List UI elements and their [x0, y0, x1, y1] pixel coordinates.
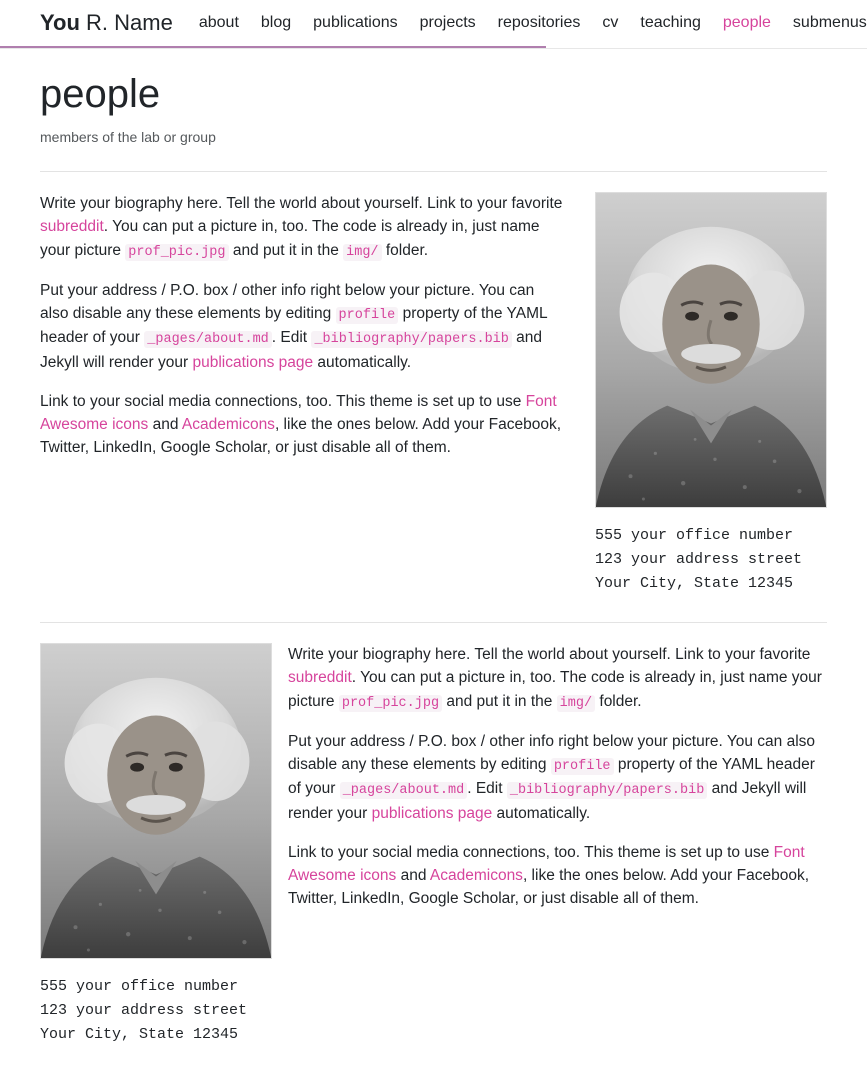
bio-paragraph-1-bottom — [288, 643, 827, 714]
nav-item-publications[interactable]: publications — [313, 14, 398, 31]
bio-p3-part2: and — [148, 416, 182, 433]
address-line-1: 555 your office number — [595, 527, 794, 544]
address-line-3-bottom: Your City, State 12345 — [40, 1026, 239, 1043]
code-papers-bib: _bibliography/papers.bib — [311, 331, 511, 348]
link-publications-page[interactable]: publications page — [192, 353, 314, 371]
bio-p2-part1: Put your address / P.O. box / other info right below your picture. You can also disable any these elements by editing — [40, 281, 535, 322]
profile-block-bottom — [0, 623, 867, 1071]
page-title: people — [40, 72, 161, 116]
bio-p3-part1-b: Link to your social media connections, too. This theme is set up to use — [288, 843, 774, 861]
link-publications-page-bottom[interactable]: publications page — [371, 804, 493, 822]
bio-paragraph-3-bottom — [288, 841, 827, 911]
nav-item-submenus-label[interactable]: submenus — [792, 14, 867, 31]
bio-p2-part4: and Jekyll will render your — [40, 329, 543, 371]
code-img-folder: img/ — [343, 244, 381, 261]
address-block-bottom — [40, 975, 272, 1047]
bio-text-bottom — [288, 643, 827, 911]
profile-media-top — [595, 192, 827, 596]
bio-p2-part5-b: automatically. — [492, 804, 591, 822]
link-font-awesome-icons-bottom[interactable]: Font Awesome icons — [288, 843, 805, 884]
brand-strong: You — [40, 10, 80, 35]
nav-active-underline — [0, 46, 546, 48]
nav-item-repositories[interactable]: repositories — [497, 14, 581, 31]
bio-p1-part4-b: folder. — [595, 692, 642, 710]
nav-item-projects[interactable]: projects — [419, 14, 476, 31]
bio-p3-part3: , like the ones below. Add your Facebook, Twitter, LinkedIn, Google Scholar, or just disable all of them. — [40, 416, 562, 457]
profile-photo-bottom — [40, 643, 272, 959]
nav-item-people[interactable]: people — [722, 14, 771, 31]
code-prof-pic-bottom: prof_pic.jpg — [339, 695, 442, 712]
nav-item-teaching[interactable]: teaching — [640, 14, 701, 31]
nav-item-submenus[interactable] — [793, 14, 867, 32]
bio-p2-part4-b: and Jekyll will render your — [288, 780, 807, 822]
bio-p1-part3: and put it in the — [228, 241, 344, 259]
nav-item-about[interactable]: about — [198, 14, 239, 31]
profile-photo-top — [595, 192, 827, 508]
address-block-top — [595, 524, 827, 596]
bio-p2-part3: . Edit — [271, 329, 312, 347]
bio-p2-part1-b: Put your address / P.O. box / other info right below your picture. You can also disable any these elements by editing — [288, 732, 816, 773]
address-line-3: Your City, State 12345 — [595, 575, 794, 592]
code-prof-pic: prof_pic.jpg — [125, 244, 228, 261]
bio-p2-part2: property of the YAML header of your — [40, 305, 548, 347]
link-subreddit[interactable]: subreddit — [40, 218, 104, 236]
code-about-md-bottom: _pages/about.md — [340, 782, 468, 799]
bio-p1-part1: Write your biography here. Tell the world about yourself. Link to your favorite — [40, 195, 563, 212]
bio-p2-part2-b: property of the YAML header of your — [288, 756, 815, 798]
nav-links — [199, 14, 867, 32]
bio-p2-part3-b: . Edit — [467, 780, 507, 798]
link-subreddit-bottom[interactable]: subreddit — [288, 669, 352, 687]
site-brand[interactable] — [40, 10, 173, 36]
page-subtitle: members of the lab or group — [40, 129, 216, 145]
bio-p1-part2: . You can put a picture in, too. The code is already in, just name your picture — [40, 218, 540, 259]
top-navbar — [0, 0, 867, 48]
address-line-2: 123 your address street — [595, 551, 803, 568]
bio-p1-part3-b: and put it in the — [442, 692, 557, 710]
nav-item-cv[interactable]: cv — [602, 14, 619, 31]
bio-paragraph-2-bottom — [288, 730, 827, 825]
bio-p3-part2-b: and — [396, 867, 430, 884]
code-papers-bib-bottom: _bibliography/papers.bib — [507, 782, 707, 799]
bio-p1-part4: folder. — [381, 241, 429, 259]
code-profile: profile — [336, 307, 399, 324]
profile-block-top — [0, 172, 867, 596]
profile-media-bottom — [40, 643, 272, 1047]
code-profile-bottom: profile — [551, 758, 614, 775]
bio-p1-part1-b: Write your biography here. Tell the world about yourself. Link to your favorite — [288, 646, 811, 663]
code-about-md: _pages/about.md — [144, 331, 272, 348]
bio-paragraph-1 — [40, 192, 567, 263]
address-line-1-bottom: 555 your office number — [40, 978, 239, 995]
bio-paragraph-3 — [40, 390, 567, 460]
address-line-2-bottom: 123 your address street — [40, 1002, 248, 1019]
link-academicons[interactable]: Academicons — [181, 416, 275, 433]
link-font-awesome-icons[interactable]: Font Awesome icons — [40, 392, 557, 433]
page-header — [0, 49, 867, 145]
bio-text-top — [40, 192, 567, 460]
code-img-folder-bottom: img/ — [557, 695, 595, 712]
nav-item-blog[interactable]: blog — [260, 14, 292, 31]
bio-paragraph-2 — [40, 279, 567, 374]
bio-p3-part1: Link to your social media connections, too. This theme is set up to use — [40, 392, 526, 410]
bio-p2-part5: automatically. — [313, 353, 412, 371]
brand-rest: R. Name — [79, 10, 173, 35]
link-academicons-bottom[interactable]: Academicons — [429, 867, 523, 884]
bio-p1-part2-b: . You can put a picture in, too. The code is already in, just name your picture — [288, 669, 822, 710]
bio-p3-part3-b: , like the ones below. Add your Facebook, Twitter, LinkedIn, Google Scholar, or just disable all of them. — [288, 867, 810, 908]
